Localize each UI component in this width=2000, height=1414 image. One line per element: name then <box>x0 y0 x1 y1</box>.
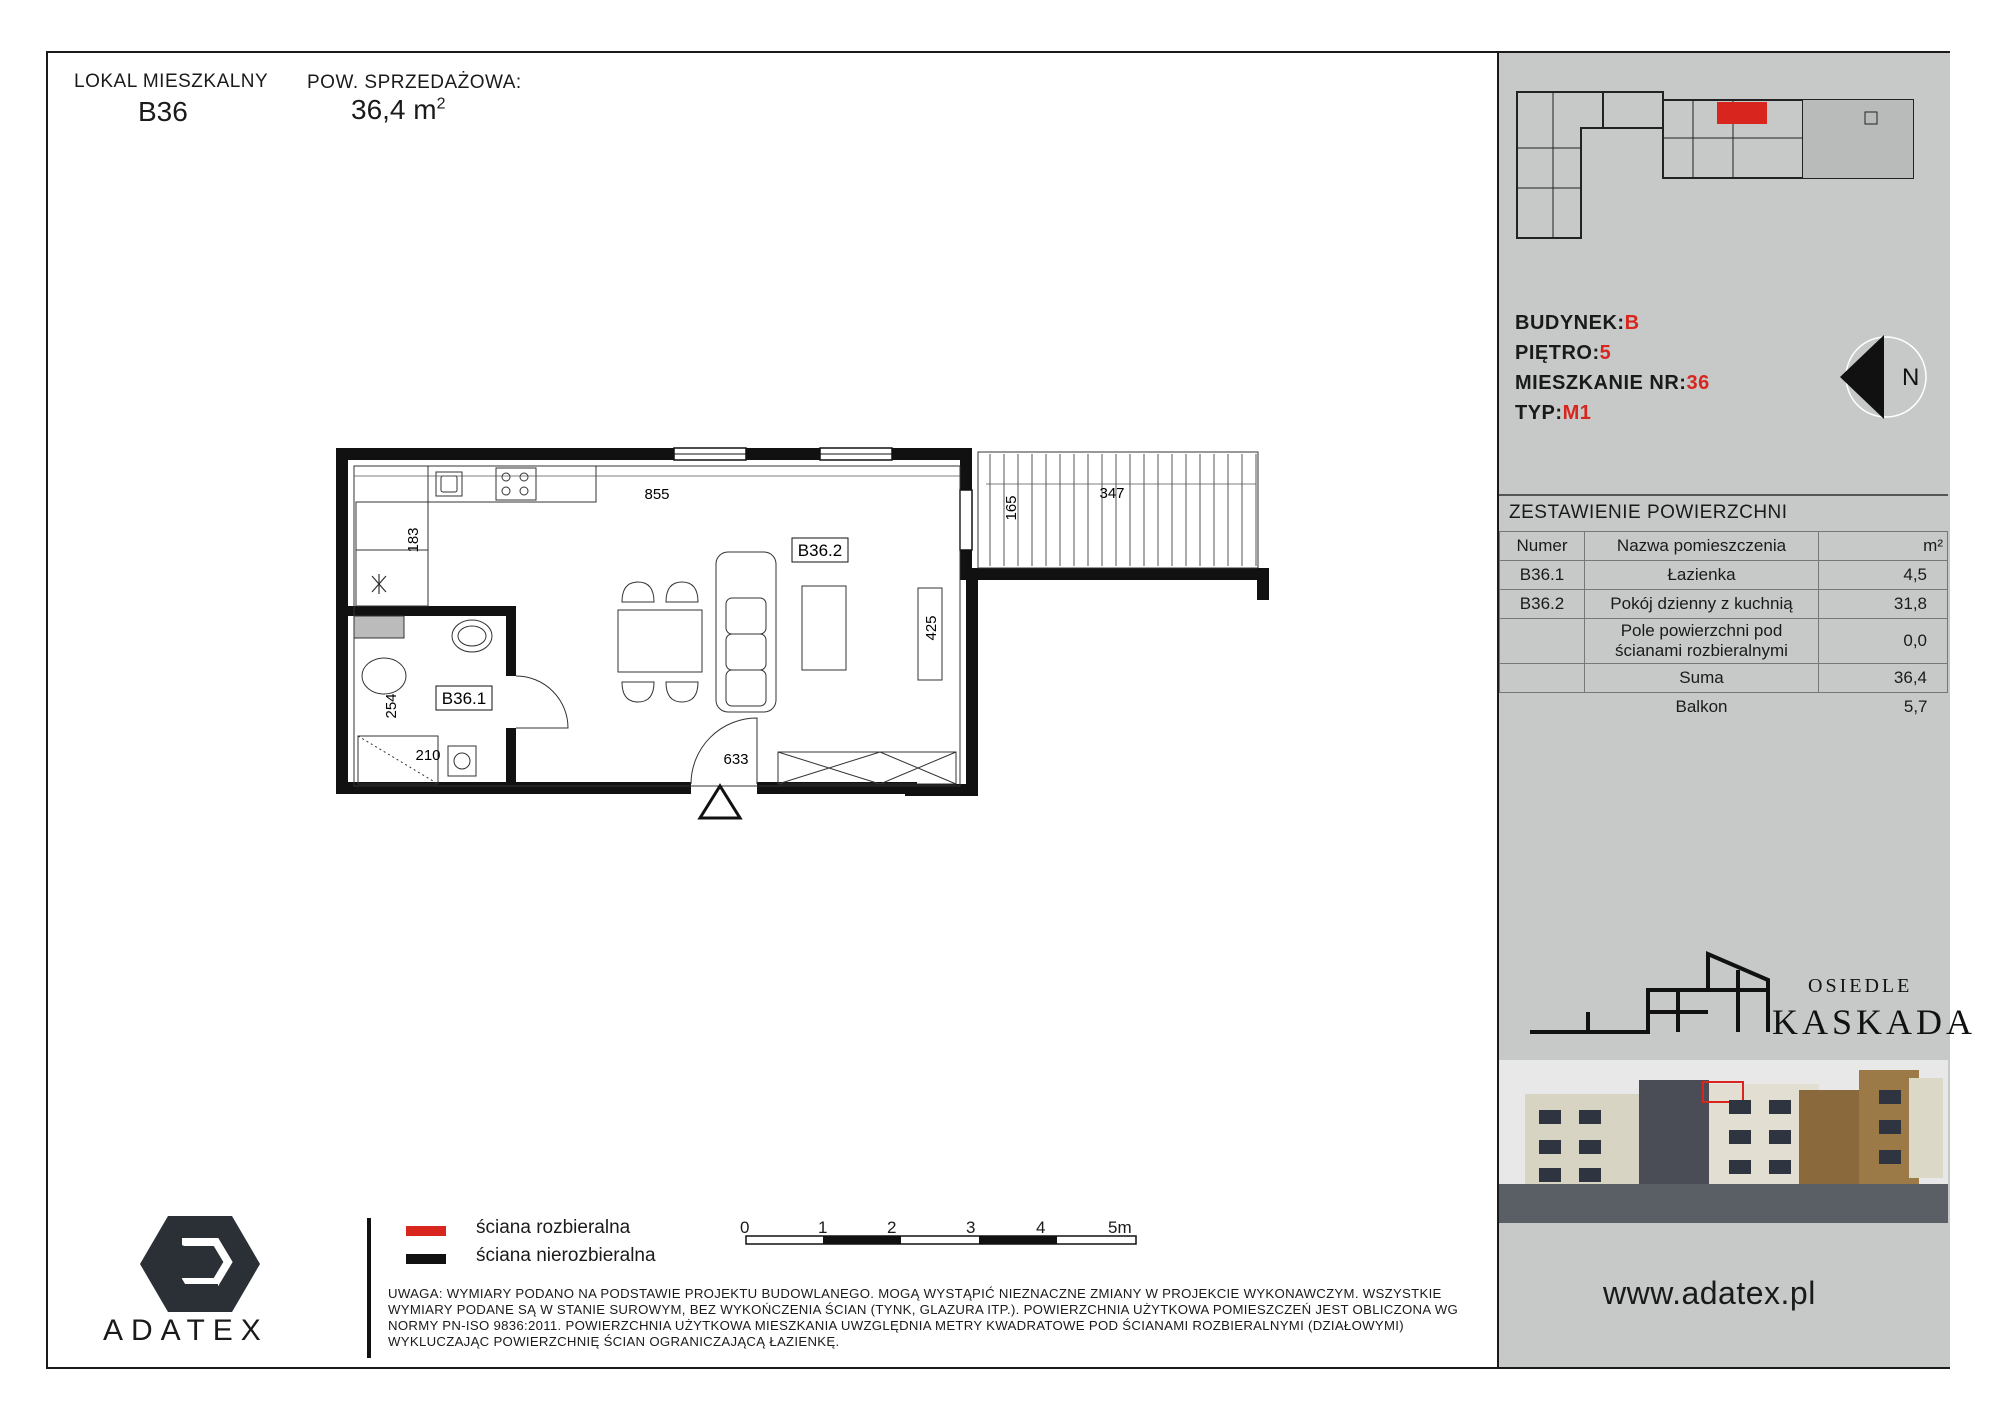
scale-tick: 3 <box>966 1218 976 1237</box>
key-plan <box>1513 88 1923 248</box>
svg-text:KASKADA: KASKADA <box>1772 1002 1977 1042</box>
dim-210: 210 <box>415 747 441 764</box>
dim-633: 633 <box>723 751 749 768</box>
dim-165: 165 <box>1003 495 1020 521</box>
col-room-name: Nazwa pomieszczenia <box>1585 532 1819 561</box>
company-name: ADATEX <box>103 1314 269 1347</box>
dim-425: 425 <box>923 615 940 641</box>
building-info: BUDYNEK:B <box>1515 312 1640 334</box>
scale-bar <box>744 1234 1140 1254</box>
table-row: B36.2 Pokój dzienny z kuchnią 31,8 <box>1500 590 1948 619</box>
area-value: 36,4 $m^2$ <box>351 94 446 125</box>
scale-tick: 5m <box>1108 1218 1132 1237</box>
svg-text:N: N <box>1902 364 1920 391</box>
website-url: www.adatex.pl <box>1603 1275 1816 1311</box>
legend-red-label: ściana rozbieralna <box>476 1217 631 1238</box>
scale-tick: 2 <box>887 1218 897 1237</box>
dim-347: 347 <box>1099 485 1125 502</box>
unit-value: B36 <box>138 96 188 127</box>
table-row: Pole powierzchni pod ścianami rozbieralnymi 0,0 <box>1500 619 1948 664</box>
scale-tick: 4 <box>1036 1218 1046 1237</box>
dim-183: 183 <box>405 527 422 553</box>
disclaimer-note: UWAGA: WYMIARY PODANO NA PODSTAWIE PROJEKTU BUDOWLANEGO. MOGĄ WYSTĄPIĆ NIEZNACZNE ZMIANY W PROJEKCIE WYKONAWCZYM. WSZYSTKIE WYMIARY PODANE SĄ W STANIE SUROWYM, BEZ WYKOŃCZENIA ŚCIAN (TYNK, GLAZURA ITP.). POWIERZCHNIA UŻYTKOWA POMIESZCZEŃ JEST OBLICZONA WG NORMY PN-ISO 9836:2011. POWIERZCHNIA UŻYTKOWA MIESZKANIA UWZGLĘDNIA METRY KWADRATOWE POD ŚCIANAMI ROZBIERALNYMI (DZIAŁOWYMI) WYKLUCZAJĄC POWIERZCHNIĘ ŚCIAN OGRANICZAJĄCĄ ŁAZIENKĘ. <box>388 1286 1458 1349</box>
table-row: B36.1 Łazienka 4,5 <box>1500 561 1948 590</box>
floor-info: PIĘTRO:5 <box>1515 342 1612 364</box>
balcony <box>978 452 1258 568</box>
area-label: POW. SPRZEDAŻOWA: <box>307 72 522 93</box>
dim-855: 855 <box>644 486 670 503</box>
kaskada-logo <box>1528 950 1977 1042</box>
type-info: TYP:M1 <box>1515 402 1592 424</box>
legend-red-swatch <box>406 1226 446 1236</box>
room-label-b361: B36.1 <box>441 689 487 708</box>
legend-black-label: ściana nierozbieralna <box>476 1245 656 1266</box>
dim-254: 254 <box>383 693 400 719</box>
unit-label: LOKAL MIESZKALNY <box>74 71 269 92</box>
col-unit: m² <box>1819 532 1948 561</box>
north-arrow-icon <box>1836 332 1932 422</box>
scale-tick: 1 <box>818 1218 828 1237</box>
legend-black-swatch <box>406 1254 446 1264</box>
adatex-logo-icon <box>138 1212 262 1316</box>
table-row: Suma 36,4 <box>1500 664 1948 693</box>
apartment-highlight <box>1717 102 1767 124</box>
building-rendering <box>1499 1060 1948 1223</box>
table-row-balcony: Balkon 5,7 <box>1675 697 1928 716</box>
room-label-b362: B36.2 <box>797 541 843 560</box>
svg-text:OSIEDLE: OSIEDLE <box>1808 975 1913 997</box>
scale-tick: 0 <box>740 1218 750 1237</box>
apartment-number-info: MIESZKANIE NR:36 <box>1515 372 1710 394</box>
area-table <box>1499 531 1948 721</box>
col-number: Numer <box>1500 532 1585 561</box>
floor-plan <box>300 430 1280 850</box>
area-table-title: ZESTAWIENIE POWIERZCHNI <box>1509 502 1788 523</box>
